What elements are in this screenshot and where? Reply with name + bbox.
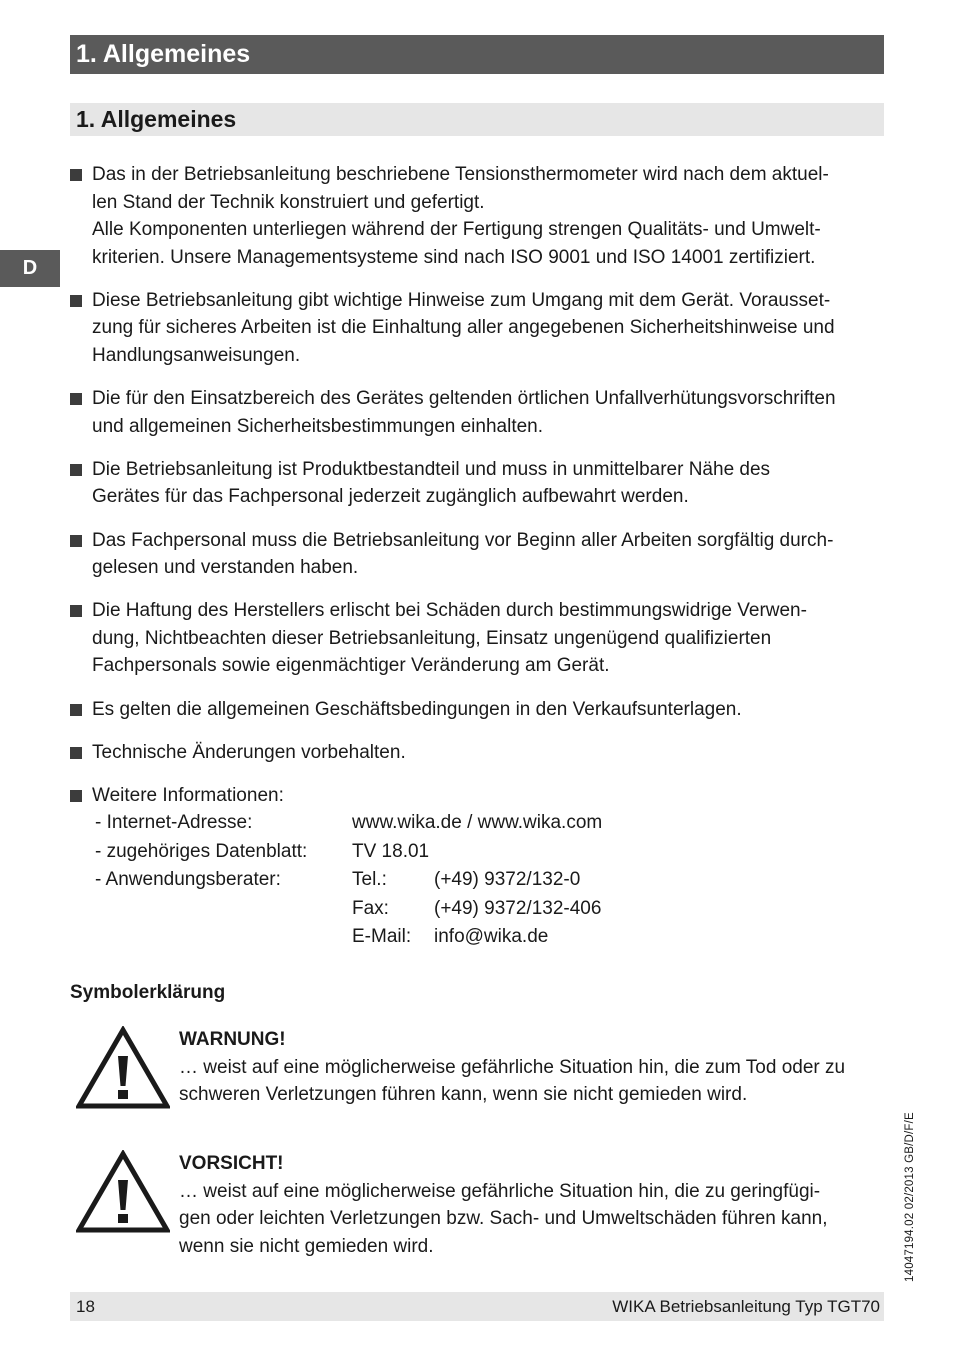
info-row-internet xyxy=(92,809,885,838)
warning-triangle-icon xyxy=(76,1026,170,1110)
list-item xyxy=(70,527,885,582)
bullet-list xyxy=(70,161,885,952)
caution-line: gen oder leichten Verletzungen bzw. Sach- und Umweltschäden führen kann, xyxy=(179,1208,828,1230)
list-item-line: Fachpersonals sowie eigenmächtiger Veränderung am Gerät. xyxy=(92,655,610,677)
section-header xyxy=(70,103,884,136)
list-item xyxy=(70,385,885,440)
info-value: info@wika.de xyxy=(434,926,549,948)
info-heading: Weitere Informationen: xyxy=(92,784,284,806)
list-item-line: gelesen und verstanden haben. xyxy=(92,557,359,579)
warning-line: schweren Verletzungen führen kann, wenn sie nicht gemieden wird. xyxy=(179,1084,748,1106)
bullet-square-icon xyxy=(70,790,82,802)
warning-title: WARNUNG! xyxy=(179,1029,286,1050)
info-row-email xyxy=(92,923,885,952)
warning-text xyxy=(179,1026,885,1109)
list-item-line: dung, Nichtbeachten dieser Betriebsanleitung, Einsatz ungenügend qualifizierten xyxy=(92,627,772,649)
list-item-line: Die für den Einsatzbereich des Gerätes geltenden örtlichen Unfallverhütungsvorschriften xyxy=(92,388,836,410)
caution-text xyxy=(179,1150,885,1260)
list-item-line: Es gelten die allgemeinen Geschäftsbedingungen in den Verkaufsunterlagen. xyxy=(92,698,742,720)
caution-line: … weist auf eine möglicherweise gefährliche Situation hin, die zu geringfügi- xyxy=(179,1180,821,1202)
list-item-line: Die Betriebsanleitung ist Produktbestandteil und muss in unmittelbarer Nähe des xyxy=(92,458,771,480)
list-item-line: Diese Betriebsanleitung gibt wichtige Hinweise zum Umgang mit dem Gerät. Vorausset- xyxy=(92,289,831,311)
list-item xyxy=(70,696,885,724)
info-label xyxy=(92,895,352,924)
chapter-title: 1. Allgemeines xyxy=(76,40,251,68)
symbols-heading: Symbolerklärung xyxy=(70,982,226,1003)
list-item xyxy=(70,287,885,370)
bullet-square-icon xyxy=(70,704,82,716)
caution-title: VORSICHT! xyxy=(179,1153,284,1174)
document-title: WIKA Betriebsanleitung Typ TGT70 xyxy=(612,1297,880,1316)
list-item-line: Das in der Betriebsanleitung beschriebene Tensionsthermometer wird nach dem aktuel- xyxy=(92,164,829,185)
info-value-label: Tel.: xyxy=(352,869,387,891)
list-item-line: len Stand der Technik konstruiert und gefertigt. xyxy=(92,191,485,213)
list-item xyxy=(70,597,885,680)
list-item-line: kriterien. Unsere Managementsysteme sind nach ISO 9001 und ISO 14001 zertifiziert. xyxy=(92,246,816,268)
info-value: (+49) 9372/132-406 xyxy=(434,897,602,919)
section-title: 1. Allgemeines xyxy=(76,106,237,132)
bullet-square-icon xyxy=(70,169,82,181)
caution-line: wenn sie nicht gemieden wird. xyxy=(179,1235,434,1257)
list-item-line: Alle Komponenten unterliegen während der Fertigung strengen Qualitäts- und Umwelt- xyxy=(92,219,821,241)
info-label: - Anwendungsberater: xyxy=(95,869,281,891)
info-value: (+49) 9372/132-0 xyxy=(434,869,581,891)
info-label: - Internet-Adresse: xyxy=(95,812,253,834)
list-item-line: Das Fachpersonal muss die Betriebsanleitung vor Beginn aller Arbeiten sorgfältig durch- xyxy=(92,529,834,551)
warning-line: … weist auf eine möglicherweise gefährliche Situation hin, die zum Tod oder zu xyxy=(179,1056,846,1078)
list-item-line: Gerätes für das Fachpersonal jederzeit zugänglich aufbewahrt werden. xyxy=(92,486,689,508)
bullet-square-icon xyxy=(70,295,82,307)
list-item xyxy=(70,161,885,271)
info-value-label: Fax: xyxy=(352,897,389,919)
list-item xyxy=(70,456,885,511)
info-label xyxy=(92,923,352,952)
info-label: - zugehöriges Datenblatt: xyxy=(95,840,308,862)
page-number: 18 xyxy=(76,1297,95,1316)
warning-triangle-icon xyxy=(76,1150,170,1234)
info-row-datasheet xyxy=(92,838,885,867)
bullet-square-icon xyxy=(70,464,82,476)
info-row-fax xyxy=(92,895,885,924)
list-item-line: Die Haftung des Herstellers erlischt bei Schäden durch bestimmungswidrige Verwen- xyxy=(92,600,807,622)
bullet-square-icon xyxy=(70,393,82,405)
page-footer xyxy=(70,1292,884,1321)
chapter-header xyxy=(70,35,884,74)
list-item-line: Handlungsanweisungen. xyxy=(92,345,301,367)
list-item-line: Technische Änderungen vorbehalten. xyxy=(92,741,406,763)
list-item-line: und allgemeinen Sicherheitsbestimmungen einhalten. xyxy=(92,415,544,437)
bullet-square-icon xyxy=(70,535,82,547)
info-list-item xyxy=(70,782,885,952)
bullet-square-icon xyxy=(70,747,82,759)
info-row-phone xyxy=(92,866,885,895)
list-item xyxy=(70,739,885,767)
language-tab: D xyxy=(0,250,60,287)
bullet-square-icon xyxy=(70,605,82,617)
info-value: TV 18.01 xyxy=(352,840,430,862)
info-value: www.wika.de / www.wika.com xyxy=(352,812,603,834)
list-item-line: zung für sicheres Arbeiten ist die Einhaltung aller angegebenen Sicherheitshinweise und xyxy=(92,317,835,339)
document-code: 14047194.02 02/2013 GB/D/F/E xyxy=(904,1112,916,1282)
info-value-label: E-Mail: xyxy=(352,926,412,948)
